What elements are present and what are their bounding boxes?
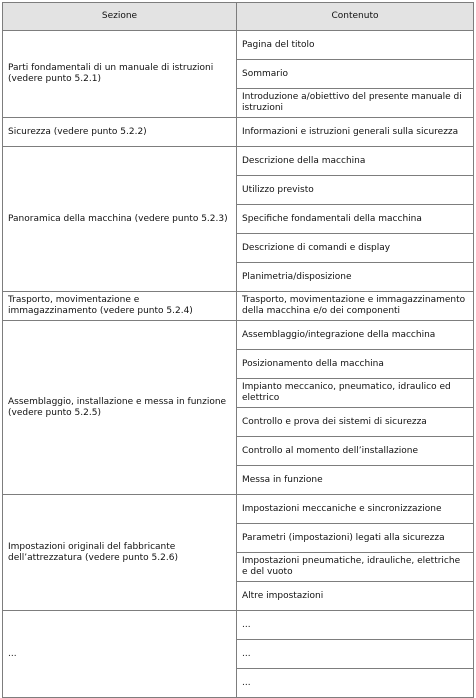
content-cell: Assemblaggio/integrazione della macchina [237, 321, 474, 350]
content-cell: Controllo e prova dei sistemi di sicurezza [237, 408, 474, 437]
content-cell: ... [237, 669, 474, 698]
header-row [3, 3, 474, 31]
content-cell: Impostazioni pneumatiche, idrauliche, elettriche e del vuoto [237, 553, 474, 582]
table-body [3, 31, 474, 698]
header-sezione: Sezione [3, 3, 237, 31]
table-header [3, 3, 474, 31]
content-cell: Posizionamento della macchina [237, 350, 474, 379]
content-cell: Parametri (impostazioni) legati alla sicurezza [237, 524, 474, 553]
header-contenuto: Contenuto [237, 3, 474, 31]
table-row [3, 611, 474, 640]
section-cell: ... [3, 611, 237, 698]
content-cell: Specifiche fondamentali della macchina [237, 205, 474, 234]
section-cell: Sicurezza (vedere punto 5.2.2) [3, 118, 237, 147]
content-cell: Impostazioni meccaniche e sincronizzazione [237, 495, 474, 524]
section-cell: Impostazioni originali del fabbricante dell’attrezzatura (vedere punto 5.2.6) [3, 495, 237, 611]
section-cell: Parti fondamentali di un manuale di istruzioni (vedere punto 5.2.1) [3, 31, 237, 118]
table-row [3, 147, 474, 176]
content-cell: Planimetria/disposizione [237, 263, 474, 292]
table-row [3, 292, 474, 321]
content-cell: Descrizione di comandi e display [237, 234, 474, 263]
table-row [3, 118, 474, 147]
content-cell: Controllo al momento dell’installazione [237, 437, 474, 466]
content-cell: Impianto meccanico, pneumatico, idraulico ed elettrico [237, 379, 474, 408]
table-row [3, 495, 474, 524]
content-cell: Utilizzo previsto [237, 176, 474, 205]
section-cell: Assemblaggio, installazione e messa in funzione (vedere punto 5.2.5) [3, 321, 237, 495]
content-cell: Introduzione a/obiettivo del presente manuale di istruzioni [237, 89, 474, 118]
table-row [3, 321, 474, 350]
content-cell: Pagina del titolo [237, 31, 474, 60]
table-row [3, 31, 474, 60]
section-cell: Trasporto, movimentazione e immagazzinamento (vedere punto 5.2.4) [3, 292, 237, 321]
content-cell: Sommario [237, 60, 474, 89]
content-cell: Altre impostazioni [237, 582, 474, 611]
content-cell: ... [237, 640, 474, 669]
content-cell: Informazioni e istruzioni generali sulla sicurezza [237, 118, 474, 147]
content-cell: Descrizione della macchina [237, 147, 474, 176]
content-cell: Messa in funzione [237, 466, 474, 495]
contents-table [2, 2, 474, 698]
content-cell: ... [237, 611, 474, 640]
section-cell: Panoramica della macchina (vedere punto 5.2.3) [3, 147, 237, 292]
content-cell: Trasporto, movimentazione e immagazzinamento della macchina e/o dei componenti [237, 292, 474, 321]
